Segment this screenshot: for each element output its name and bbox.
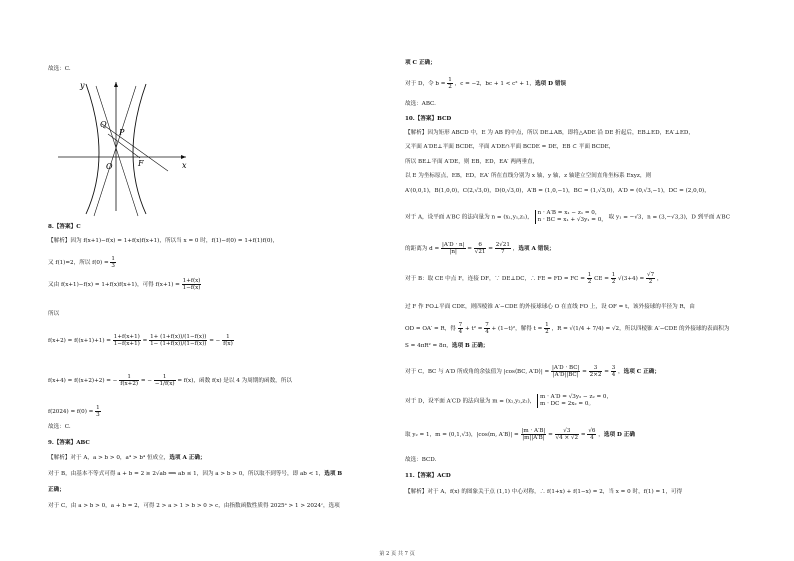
hyperbola-left-branch <box>86 84 99 214</box>
fraction: $\frac{|A'D \cdot n|}{|n|}$ <box>441 242 465 255</box>
q10-line-11: S = 4πR² = 8π，选项 B 正确； <box>405 343 489 349</box>
equation-system: m · A′D = √3y₂ − z₂ = 0， m · DC = 2x₂ = 0。 <box>537 394 612 408</box>
q11-line-1: 【解析】对于 A，f(x) 的图象关于点 (1,1) 中心对称，∴ f(1+x) + f(1−x) = 2，当 x = 0 时，f(1) = 1，可得 <box>405 489 683 495</box>
fraction: $\frac{2√21}{7}$ <box>495 242 510 255</box>
q8-line-3: 又由 f(x+1)−f(x) = 1+f(x)f(x+1)，可得 f(x+1) = $\frac{1+f(x)}{1-f(x)}$ <box>48 278 201 291</box>
fraction: $\frac{6}{√21}$ <box>474 242 486 255</box>
point-label-p: P <box>119 128 125 137</box>
q8-equation-2: f(x+4) = f((x+2)+2) = − $\frac{1}{f(x+2)}$ = − $\frac{1}{-1/f(x)}$ = f(x)，函数 f(x) 是以 4 为周期的函数，所以 <box>48 374 292 387</box>
q8-suoyi: 所以 <box>48 311 60 317</box>
q10-line-5: A′(0,0,1)，B(1,0,0)，C(2,√3,0)，D(0,√3,0)，A′B = (1,0,−1)，BC = (1,√3,0)，A′D = (0,√3,−1)，DC = (2,0,0)， <box>405 188 710 194</box>
q9-line-2: 对于 B，由基本不等式可得 a + b = 2 ≥ 2√ab ⟹ ab ≤ 1，因为 a > b > 0，所以取不到等号，即 ab < 1，选项 B <box>48 471 343 477</box>
fraction: $\frac{1}{-1/f(x)}$ <box>154 374 175 387</box>
q10-option-b: 对于 B：取 CE 中点 F，连接 DF，∵ DE⊥DC，∴ FE = FD = FC = $\frac{1}{2}$ CE = $\frac{1}{2}$ √(3+4) = $\frac{√7}{2}$ ， <box>405 272 663 285</box>
equation-system: n · A′B = x₁ − z₁ = 0， n · BC = x₁ + √3y₁ = 0， <box>535 210 607 224</box>
axis-label-y: y <box>80 81 85 90</box>
q10-line-3: 所以 BE⊥平面 A′DE，则 EB，ED，EA′ 两两垂直， <box>405 159 539 165</box>
axis-label-x: x <box>182 161 187 170</box>
fraction: $\frac{3}{2\times 2}$ <box>589 365 602 378</box>
hyperbola-figure <box>48 76 198 221</box>
hyperbola-right-branch <box>133 84 146 214</box>
fraction: $\frac{1}{f(x+2)}$ <box>120 374 139 387</box>
q10-line-2: 又平面 A′DE⊥平面 BCDE，平面 A′DE∩平面 BCDE = DE，EB ⊂ 平面 BCDE， <box>405 144 615 150</box>
fraction: $\frac{1}{2}$ <box>448 77 452 90</box>
fraction: $\frac{|m \cdot A'B|}{|m||A'B|}$ <box>521 428 546 441</box>
point-label-o: O <box>106 162 113 171</box>
q8-answer: 8.【答案】C <box>48 224 81 230</box>
fraction: $\frac{√6}{4}$ <box>588 428 596 441</box>
point-label-q: Q <box>100 120 107 129</box>
line-pf <box>108 134 140 158</box>
answer-conclusion: 故选：C. <box>48 66 71 72</box>
q9-line-3: 正确； <box>48 487 65 493</box>
q10-line-9: 过 F 作 FO⊥平面 CDE，则四棱锥 A′−CDE 的外接球球心 O 在直线 FO 上，设 OF = t，该外接球的半径为 R，由 <box>405 304 695 310</box>
q8-line-2: 又 f(1)=2，所以 f(0) = $\frac{1}{3}$ <box>48 256 115 269</box>
q10-line-1: 【解析】因为矩形 ABCD 中，E 为 AB 的中点，所以 DE⊥AB，即将△ADE 沿 DE 折起后，EB⊥ED，EA′⊥ED， <box>405 130 694 136</box>
fraction: $\frac{1+f(x)}{1-f(x)}$ <box>182 278 201 291</box>
q10-option-a: 对于 A，设平面 A′BC 的法向量为 n = (x₁,y₁,z₁)， n · A′B = x₁ − z₁ = 0， n · BC = x₁ + √3y₁ = 0， 取 y₁ = −√3，n = (3,−√3,3)，D 到平面 A′BC <box>405 210 730 223</box>
q10-option-d: 对于 D，设平面 A′CD 的法向量为 m = (x₂,y₂,z₂)， m · A′D = √3y₂ − z₂ = 0， m · DC = 2x₂ = 0。 <box>405 394 613 407</box>
fraction: $\frac{√3}{√4 \times √2}$ <box>555 428 579 441</box>
q10-option-d-angle: 取 y₂ = 1，m = (0,1,√3)，|cos⟨m, A′B⟩| = $\frac{|m \cdot A'B|}{|m||A'B|}$ = $\frac{√3}{√4 \times √2}$ = $\frac{√6}{4}$ ，选项 D 正确 <box>405 428 635 441</box>
q10-option-a-distance: 的距离为 d = $\frac{|A'D \cdot n|}{|n|}$ = $\frac{6}{√21}$ = $\frac{2√21}{7}$ ，选项 A 错误； <box>405 242 555 255</box>
fraction: $\frac{1}{2}$ <box>611 272 616 285</box>
answer-conclusion: 故选：BCD. <box>405 457 437 463</box>
q8-equation-1: f(x+2) = f((x+1)+1) = $\frac{1+f(x+1)}{1-f(x+1)}$ = $\frac{1+ (1+f(x))/(1-f(x))}{1- (1+f(x))/(1-f(x))}$ = − $\frac{1}{f(x)}$ <box>48 334 233 347</box>
fraction: $\frac{1}{3}$ <box>111 256 115 269</box>
y-axis-arrow-icon <box>114 82 118 87</box>
q9-line-1: 【解析】对于 A，a > b > 0，a⁴ > b⁴ 恒成立，选项 A 正确； <box>48 455 206 461</box>
fraction: $\frac{3}{4}$ <box>611 365 616 378</box>
fraction: $\frac{√7}{2}$ <box>647 272 655 285</box>
x-axis-arrow-icon <box>181 155 186 159</box>
q8-equation-3: f(2024) = f(0) = $\frac{1}{3}$ <box>48 405 100 418</box>
page-footer: 第 2 页 共 7 页 <box>379 551 415 557</box>
q10-option-c: 对于 C，BC 与 A′D 所成角的余弦值为 |cos⟨BC, A′D⟩| = $\frac{|A'D \cdot BC|}{|A'D||BC|}$ = $\frac{3}{2\times 2}$ = $\frac{3}{4}$ ，选项 C 正确； <box>405 365 660 378</box>
asymptote-2 <box>94 86 136 216</box>
fraction: $\frac{1}{2}$ <box>587 272 592 285</box>
q10-answer: 10.【答案】BCD <box>405 116 452 122</box>
answer-conclusion: 故选：ABC. <box>405 101 436 107</box>
q9-continued: 项 C 正确； <box>405 60 436 66</box>
fraction: $\frac{7}{4}$ <box>485 322 489 335</box>
fraction: $\frac{1+ (1+f(x))/(1-f(x))}{1- (1+f(x))/(1-f(x))}$ <box>150 334 207 347</box>
fraction: $\frac{1}{f(x)}$ <box>223 334 233 347</box>
q9-answer: 9.【答案】ABC <box>48 440 90 446</box>
q11-answer: 11.【答案】ACD <box>405 473 451 479</box>
q10-line-4: 以 E 为坐标原点，EB，ED，EA′ 所在直线分别为 x 轴，y 轴，z 轴建立空间直角坐标系 Exyz，则 <box>405 173 652 179</box>
q9-line-4: 对于 C，由 a > b > 0，a + b = 2，可得 2 > a > 1 > b > 0 > c，由指数函数性质得 2025ᵃ > 1 > 2024ᶜ，选项 <box>48 503 340 509</box>
fraction: $\frac{1}{3}$ <box>96 405 100 418</box>
asymptote-1 <box>96 86 138 216</box>
q8-line-1: 【解析】因为 f(x+1)−f(x) = 1+f(x)f(x+1)，所以当 x = 0 时，f(1)−f(0) = 1+f(1)f(0)， <box>48 238 279 244</box>
fraction: $\frac{7}{4}$ <box>458 322 463 335</box>
answer-conclusion: 故选：C. <box>48 424 71 430</box>
q9-option-d: 对于 D，令 b = $\frac{1}{2}$ ，c = −2，bc + 1 < c² + 1，选项 D 错误 <box>405 77 567 90</box>
fraction: $\frac{1}{2}$ <box>545 322 549 335</box>
fraction: $\frac{|A'D \cdot BC|}{|A'D||BC|}$ <box>551 365 580 378</box>
fraction: $\frac{1+f(x+1)}{1-f(x+1)}$ <box>113 334 140 347</box>
point-label-f: F <box>138 159 144 168</box>
q10-line-10: OD = OA′ = R，得 $\frac{7}{4}$ + t² = $\frac{7}{4}$ + (1−t)²，解得 t = $\frac{1}{2}$ ，R = √(1/4 + 7/4) = √2，所以四棱锥 A′−CDE 的外接球的表面积为 <box>405 322 730 335</box>
